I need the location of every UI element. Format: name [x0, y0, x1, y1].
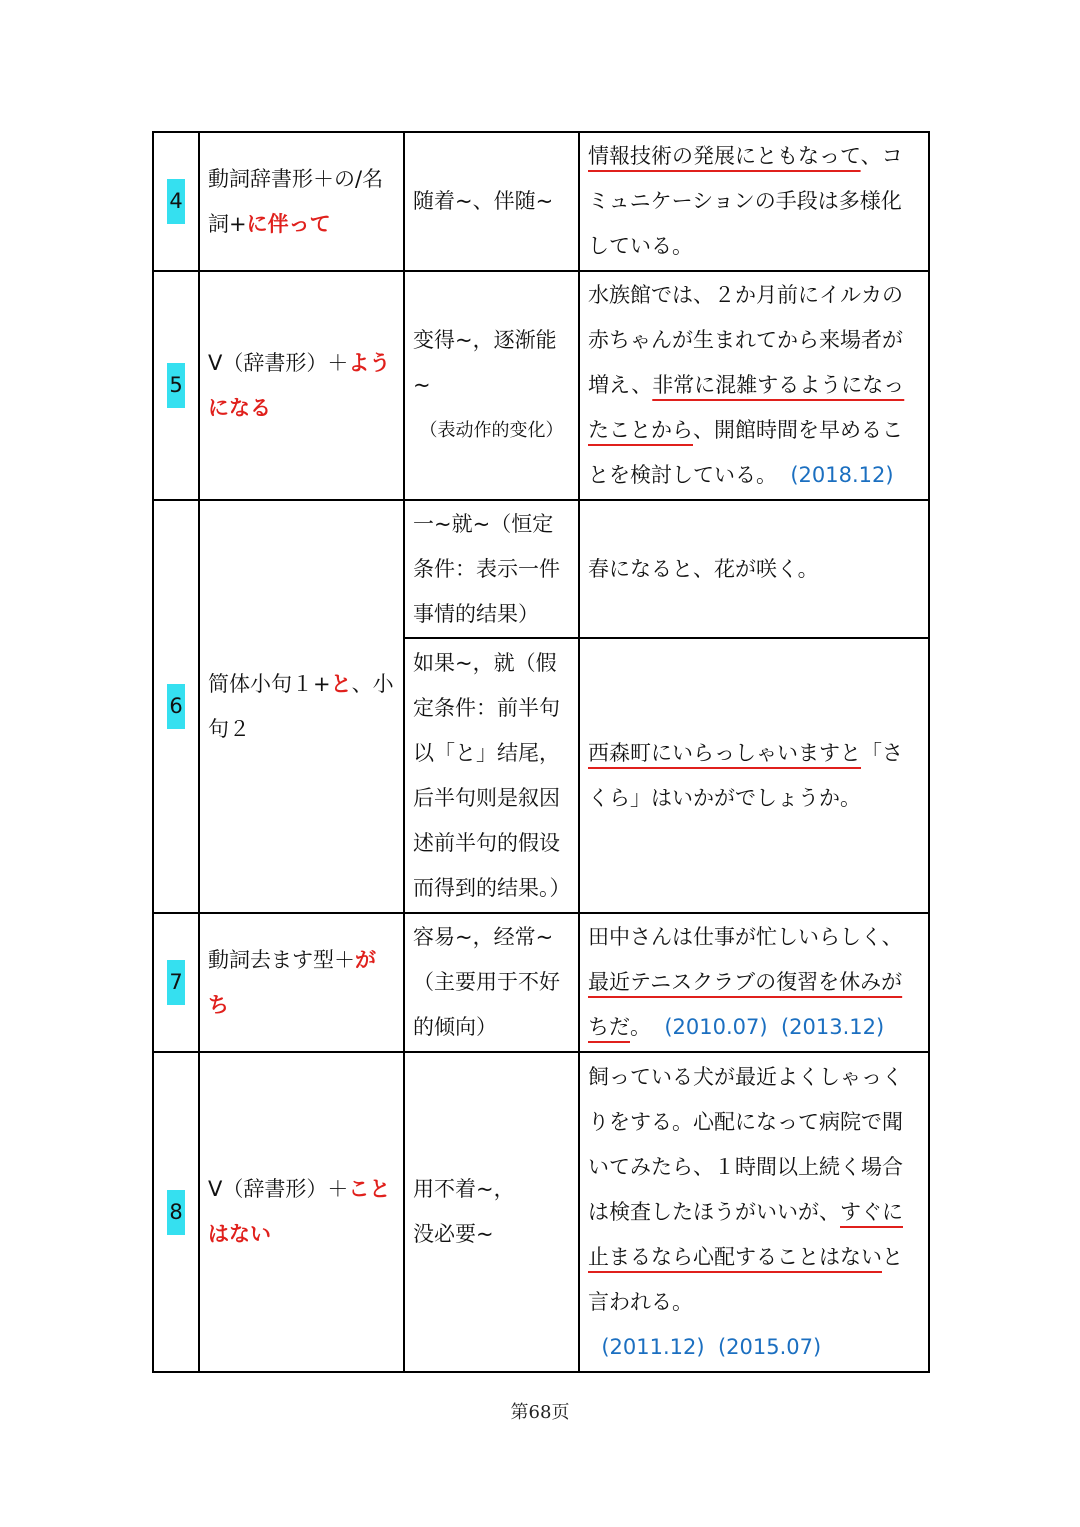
grammar-key: ことはない: [208, 1177, 391, 1246]
example-cell: [579, 132, 929, 271]
row-number-cell: [153, 500, 199, 913]
grammar-cell: [199, 913, 404, 1052]
table-row: [153, 271, 929, 500]
meaning-note: （表动作的变化）: [419, 420, 564, 441]
exam-date: (2011.12): [601, 1334, 705, 1359]
example-text-rest: 、開館時間を早めることを検討している。: [588, 418, 903, 487]
grammar-cell: [199, 1052, 404, 1372]
example-cell: [579, 1052, 929, 1372]
exam-date: (2010.07): [664, 1015, 768, 1039]
example-text: 春になると、花が咲く。: [588, 556, 819, 581]
meaning-text-line2: 没必要~: [413, 1222, 494, 1246]
meaning-cell: [404, 132, 579, 271]
grammar-form-post: 、小句２: [208, 671, 394, 741]
meaning-cell: [404, 913, 579, 1052]
meaning-cell: [404, 500, 579, 638]
grammar-cell: [199, 271, 404, 500]
example-text: 飼っている犬が最近よくしゃっくりをする。心配になって病院で聞いてみたら、１時間以上続く場合は検査したほうがいいが、: [588, 1064, 903, 1224]
example-underlined: 西森町にいらっしゃいますと: [588, 740, 861, 765]
grammar-form: V（辞書形）＋: [208, 1177, 349, 1201]
grammar-form: V（辞書形）＋: [208, 350, 349, 375]
example-underlined: 最近テニスクラブの復習を休みがちだ: [588, 970, 903, 1039]
grammar-key: ようになる: [208, 350, 391, 420]
example-cell: [579, 913, 929, 1052]
row-number: 5: [167, 363, 184, 408]
meaning-cell: [404, 638, 579, 913]
row-number-cell: [153, 271, 199, 500]
row-number-cell: [153, 132, 199, 271]
meaning-text: 用不着~，: [413, 1177, 515, 1201]
row-number: 4: [167, 179, 184, 224]
grammar-cell: [199, 500, 404, 913]
example-text: 田中さんは仕事が忙しいらしく、: [588, 925, 903, 949]
example-underlined: 非常に混雑するようになったことから: [588, 373, 905, 442]
table-row: [153, 1052, 929, 1372]
grammar-key: がち: [208, 947, 376, 1017]
meaning-cell: [404, 1052, 579, 1372]
example-cell: [579, 638, 929, 913]
exam-date: (2015.07): [717, 1334, 822, 1359]
grammar-cell: [199, 132, 404, 271]
example-underlined: 情報技術の発展にともなって: [588, 144, 861, 168]
example-text-rest: と言われる。: [588, 1244, 903, 1314]
row-number: 6: [167, 684, 184, 729]
grammar-form: 動詞辞書形＋の/名詞+: [208, 166, 384, 236]
grammar-form: 简体小句１+: [208, 671, 331, 696]
example-text-rest: 。: [630, 1015, 651, 1039]
example-cell: [579, 271, 929, 500]
example-text: 「さくら」はいかがでしょうか。: [588, 740, 903, 810]
example-cell: [579, 500, 929, 638]
row-number: 7: [167, 960, 184, 1005]
meaning-text: 随着~、伴随~: [413, 189, 554, 213]
row-number-cell: [153, 913, 199, 1052]
grammar-key: と: [330, 671, 352, 696]
table-row: [153, 132, 929, 271]
table-row: [153, 913, 929, 1052]
grammar-table: [152, 131, 930, 1373]
meaning-text: 如果~，就（假定条件：前半句以「と」结尾，后半句则是叙因述前半句的假设而得到的结果。）: [413, 650, 571, 900]
meaning-text: 容易~，经常~（主要用于不好的倾向）: [413, 925, 560, 1039]
grammar-key: に伴って: [246, 211, 331, 236]
example-text: 水族館では、２か月前にイルカの赤ちゃんが生まれてから来場者が増え、: [588, 283, 903, 397]
exam-date: (2018.12): [790, 463, 894, 487]
meaning-text: 一~就~（恒定条件：表示一件事情的结果）: [413, 511, 560, 626]
meaning-text: 变得~，逐渐能~: [413, 328, 557, 397]
table-row: [153, 500, 929, 638]
page-number: 第68页: [510, 1402, 570, 1423]
row-number-cell: [153, 1052, 199, 1372]
exam-date: (2013.12): [780, 1015, 885, 1039]
example-underlined: すぐに止まるなら心配することはない: [588, 1199, 903, 1269]
example-text: 、コミュニケーションの手段は多様化している。: [588, 144, 903, 258]
grammar-form: 動詞去ます型＋: [208, 947, 355, 972]
row-number: 8: [167, 1190, 184, 1235]
meaning-cell: [404, 271, 579, 500]
